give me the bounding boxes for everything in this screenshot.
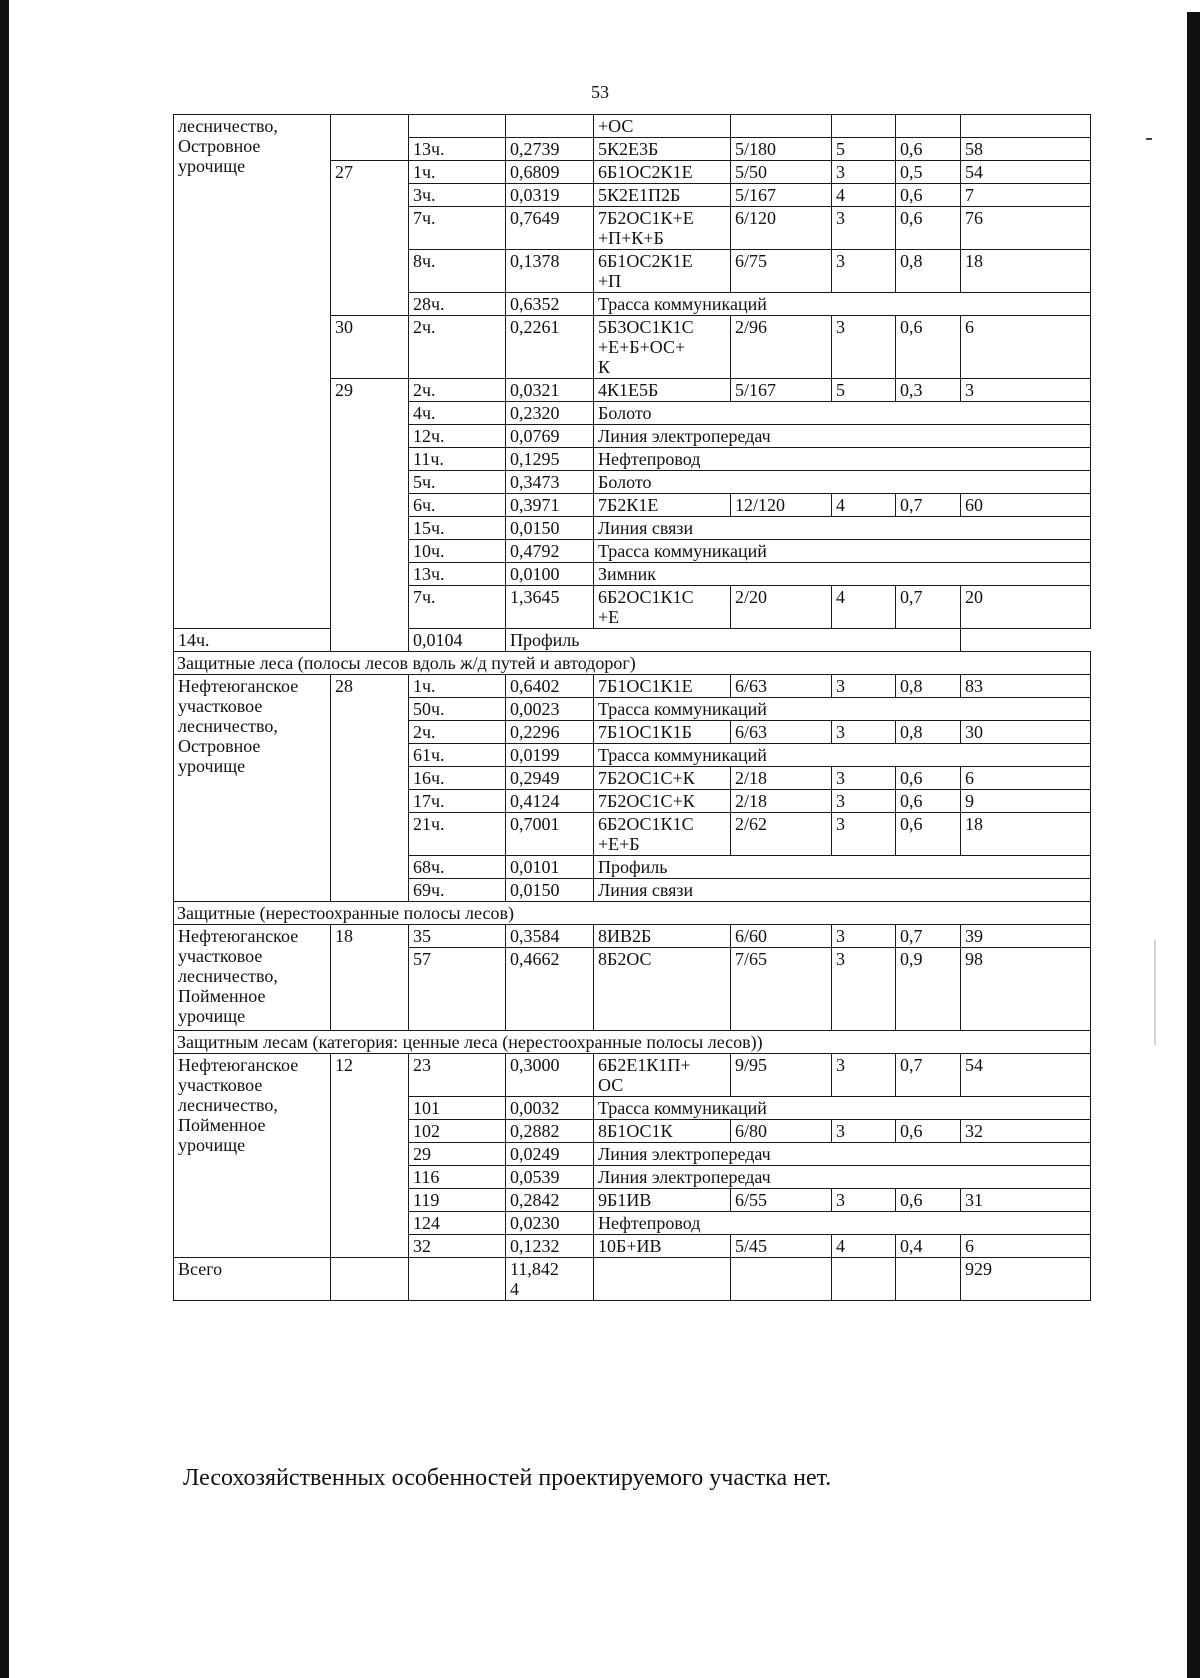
table-cell <box>896 1258 961 1301</box>
table-cell: 3 <box>832 1054 896 1097</box>
table-cell: 8Б2ОС <box>594 948 731 1031</box>
table-cell: 30 <box>961 721 1091 744</box>
table-cell: 2ч. <box>409 721 506 744</box>
table-cell: 4 <box>832 494 896 517</box>
table-cell: 7ч. <box>409 586 506 629</box>
table-cell: 18 <box>961 813 1091 856</box>
table-cell: 0,0199 <box>506 744 594 767</box>
table-cell: 5Б3ОС1К1С +Е+Б+ОС+ К <box>594 316 731 379</box>
table-cell: Нефтеюганское участковое лесничество, Пойменное урочище <box>174 925 331 1031</box>
table-cell: Линия электропередач <box>594 1166 1091 1189</box>
table-cell: Трасса коммуникаций <box>594 540 1091 563</box>
page-number: 53 <box>591 82 609 102</box>
table-cell: 11ч. <box>409 448 506 471</box>
table-cell: 6Б1ОС2К1Е <box>594 161 731 184</box>
table-cell: Зимник <box>594 563 1091 586</box>
scan-left-edge <box>0 0 9 1678</box>
table-row <box>174 629 1091 652</box>
table-cell: 0,7 <box>896 925 961 948</box>
table-cell: 30 <box>331 316 409 379</box>
table-cell: 4 <box>832 184 896 207</box>
table-cell: 7Б2ОС1С+К <box>594 790 731 813</box>
table-cell: 3 <box>832 675 896 698</box>
table-cell: 61ч. <box>409 744 506 767</box>
table-row <box>174 925 1091 948</box>
table-cell: 6/63 <box>731 721 832 744</box>
table-cell: 3 <box>832 207 896 250</box>
table-cell: Болото <box>594 471 1091 494</box>
table-cell <box>409 1258 506 1301</box>
scan-speck <box>1146 138 1152 140</box>
table-cell: 15ч. <box>409 517 506 540</box>
table-cell: 0,7001 <box>506 813 594 856</box>
table-cell: 2/18 <box>731 767 832 790</box>
table-cell: 5 <box>832 138 896 161</box>
table-cell: 0,8 <box>896 675 961 698</box>
table-cell: 14ч. <box>174 629 331 652</box>
table-cell: 31 <box>961 1189 1091 1212</box>
table-cell: 7/65 <box>731 948 832 1031</box>
table-cell: 54 <box>961 1054 1091 1097</box>
table-cell: 0,0769 <box>506 425 594 448</box>
table-cell: 0,6402 <box>506 675 594 698</box>
table-cell: 7Б2ОС1С+К <box>594 767 731 790</box>
table-cell: 0,3000 <box>506 1054 594 1097</box>
scan-artifact-line <box>1154 940 1156 1045</box>
table-cell: 0,0100 <box>506 563 594 586</box>
table-cell: 11,842 4 <box>506 1258 594 1301</box>
table-cell: 5К2Е1П2Б <box>594 184 731 207</box>
table-cell: 1,3645 <box>506 586 594 629</box>
table-cell: 6/63 <box>731 675 832 698</box>
table-cell: 6Б2Е1К1П+ ОС <box>594 1054 731 1097</box>
table-cell <box>896 115 961 138</box>
table-cell: 3 <box>832 813 896 856</box>
table-cell: 17ч. <box>409 790 506 813</box>
table-cell: 0,9 <box>896 948 961 1031</box>
table-cell: 0,6 <box>896 813 961 856</box>
table-cell: 0,3584 <box>506 925 594 948</box>
table-cell: 12 <box>331 1054 409 1258</box>
table-cell: 124 <box>409 1212 506 1235</box>
table-cell: 0,3 <box>896 379 961 402</box>
table-cell: 102 <box>409 1120 506 1143</box>
table-cell: 3 <box>832 316 896 379</box>
table-cell: 0,5 <box>896 161 961 184</box>
table-cell: 50ч. <box>409 698 506 721</box>
table-cell <box>331 1258 409 1301</box>
table-cell: 9Б1ИВ <box>594 1189 731 1212</box>
table-cell: 0,6 <box>896 316 961 379</box>
table-cell: 4К1Е5Б <box>594 379 731 402</box>
table-cell: 18 <box>961 250 1091 293</box>
table-cell: 83 <box>961 675 1091 698</box>
section-header-row <box>174 652 1091 675</box>
table-cell: 0,2739 <box>506 138 594 161</box>
table-cell: 2/62 <box>731 813 832 856</box>
table-cell: 6Б1ОС2К1Е +П <box>594 250 731 293</box>
table-cell: 5/45 <box>731 1235 832 1258</box>
table-cell: 0,4 <box>896 1235 961 1258</box>
table-cell: 6/120 <box>731 207 832 250</box>
table-cell: Профиль <box>594 856 1091 879</box>
table-cell: 23 <box>409 1054 506 1097</box>
table-cell: 54 <box>961 161 1091 184</box>
table-cell: 0,0539 <box>506 1166 594 1189</box>
table-cell: 0,7 <box>896 586 961 629</box>
table-cell <box>331 115 409 161</box>
table-cell <box>409 115 506 138</box>
table-cell: 5 <box>832 379 896 402</box>
table-cell: 6ч. <box>409 494 506 517</box>
table-cell: 18 <box>331 925 409 1031</box>
table-cell: 5/180 <box>731 138 832 161</box>
table-cell: 5/167 <box>731 379 832 402</box>
table-cell: 6Б2ОС1К1С +Е <box>594 586 731 629</box>
table-cell: 4ч. <box>409 402 506 425</box>
footer-note: Лесохозяйственных особенностей проектируемого участка нет. <box>183 1465 832 1491</box>
table-cell: 3 <box>832 790 896 813</box>
table-cell: 7ч. <box>409 207 506 250</box>
scan-right-edge <box>1187 12 1200 1678</box>
table-cell: 0,6 <box>896 767 961 790</box>
table-cell: 2ч. <box>409 316 506 379</box>
table-cell: 8Б1ОС1К <box>594 1120 731 1143</box>
table-cell: 10ч. <box>409 540 506 563</box>
table-cell: 20 <box>961 586 1091 629</box>
table-cell <box>832 115 896 138</box>
table-cell: 58 <box>961 138 1091 161</box>
table-cell: 8ИВ2Б <box>594 925 731 948</box>
table-cell: 0,0032 <box>506 1097 594 1120</box>
table-cell: Нефтепровод <box>594 448 1091 471</box>
table-cell: 5/50 <box>731 161 832 184</box>
table-cell: 3 <box>832 925 896 948</box>
table-cell: 0,0321 <box>506 379 594 402</box>
table-cell: 0,0230 <box>506 1212 594 1235</box>
table-cell: 0,2842 <box>506 1189 594 1212</box>
table-cell: 12ч. <box>409 425 506 448</box>
table-cell: 4 <box>832 586 896 629</box>
table-cell: Трасса коммуникаций <box>594 293 1091 316</box>
table-cell: 0,2261 <box>506 316 594 379</box>
table-cell: 60 <box>961 494 1091 517</box>
section-header: Защитные леса (полосы лесов вдоль ж/д путей и автодорог) <box>174 652 1091 675</box>
table-cell: 9/95 <box>731 1054 832 1097</box>
table-cell: 0,6 <box>896 138 961 161</box>
table-row <box>174 115 1091 138</box>
table-cell: Болото <box>594 402 1091 425</box>
table-cell: 6/60 <box>731 925 832 948</box>
table-cell: 0,4792 <box>506 540 594 563</box>
table-cell: 32 <box>961 1120 1091 1143</box>
table-cell: 0,2320 <box>506 402 594 425</box>
table-cell: 5/167 <box>731 184 832 207</box>
table-cell: 6 <box>961 316 1091 379</box>
table-cell: 3 <box>832 767 896 790</box>
table-cell: 0,0249 <box>506 1143 594 1166</box>
table-cell: 0,6 <box>896 790 961 813</box>
table-cell: Трасса коммуникаций <box>594 1097 1091 1120</box>
table-cell: 9 <box>961 790 1091 813</box>
section-header: Защитные (нерестоохранные полосы лесов) <box>174 902 1091 925</box>
section-header-row <box>174 1031 1091 1054</box>
table-cell: 1ч. <box>409 675 506 698</box>
table-cell <box>731 1258 832 1301</box>
table-cell: 0,0150 <box>506 517 594 540</box>
table-cell: 2ч. <box>409 379 506 402</box>
table-cell: 0,7 <box>896 494 961 517</box>
table-cell: 6Б2ОС1К1С +Е+Б <box>594 813 731 856</box>
table-cell: 12/120 <box>731 494 832 517</box>
table-cell <box>594 1258 731 1301</box>
table-cell: 10Б+ИВ <box>594 1235 731 1258</box>
table-cell: 35 <box>409 925 506 948</box>
table-cell: Линия электропередач <box>594 1143 1091 1166</box>
table-row <box>174 1258 1091 1301</box>
table-cell: 3 <box>832 1120 896 1143</box>
table-cell: 69ч. <box>409 879 506 902</box>
table-cell: 28 <box>331 675 409 902</box>
forest-plots-table <box>173 114 1091 1301</box>
table-cell: 21ч. <box>409 813 506 856</box>
table-cell: 57 <box>409 948 506 1031</box>
table-cell: 3 <box>832 721 896 744</box>
table-cell: 0,3971 <box>506 494 594 517</box>
table-cell <box>731 115 832 138</box>
table-cell: 98 <box>961 948 1091 1031</box>
table-cell: 0,0104 <box>409 629 506 652</box>
table-cell: 0,0101 <box>506 856 594 879</box>
table-cell: Нефтепровод <box>594 1212 1091 1235</box>
table-cell: 6 <box>961 767 1091 790</box>
table-cell <box>832 1258 896 1301</box>
table-cell: 39 <box>961 925 1091 948</box>
table-cell: 8ч. <box>409 250 506 293</box>
table-cell: 7Б1ОС1К1Б <box>594 721 731 744</box>
table-cell: 0,8 <box>896 250 961 293</box>
table-cell: 29 <box>409 1143 506 1166</box>
table-cell: 3ч. <box>409 184 506 207</box>
table-cell: 116 <box>409 1166 506 1189</box>
table-cell: 76 <box>961 207 1091 250</box>
table-cell: 0,6809 <box>506 161 594 184</box>
table-cell: 5К2Е3Б <box>594 138 731 161</box>
table-cell: 0,3473 <box>506 471 594 494</box>
table-cell: 0,0319 <box>506 184 594 207</box>
table-cell: 32 <box>409 1235 506 1258</box>
table-cell: 929 <box>961 1258 1091 1301</box>
table-cell: лесничество, Островное урочище <box>174 115 331 629</box>
table-cell: 0,6 <box>896 184 961 207</box>
table-cell: 7Б2ОС1К+Е +П+К+Б <box>594 207 731 250</box>
table-cell: 0,1232 <box>506 1235 594 1258</box>
table-cell <box>961 115 1091 138</box>
table-cell: 0,6 <box>896 1120 961 1143</box>
table-cell: 101 <box>409 1097 506 1120</box>
table-cell: 3 <box>832 1189 896 1212</box>
table-cell: 0,2949 <box>506 767 594 790</box>
table-cell: 0,4662 <box>506 948 594 1031</box>
table-cell: 0,2882 <box>506 1120 594 1143</box>
table-cell: 0,2296 <box>506 721 594 744</box>
section-header-row <box>174 902 1091 925</box>
table-cell: 13ч. <box>409 138 506 161</box>
table-cell: +ОС <box>594 115 731 138</box>
table-cell: 2/96 <box>731 316 832 379</box>
section-header: Защитным лесам (категория: ценные леса (нерестоохранные полосы лесов)) <box>174 1031 1091 1054</box>
table-cell: 27 <box>331 161 409 316</box>
table-cell: 16ч. <box>409 767 506 790</box>
table-cell: 13ч. <box>409 563 506 586</box>
table-cell: 119 <box>409 1189 506 1212</box>
table-cell: Линия связи <box>594 879 1091 902</box>
table-cell: 6/55 <box>731 1189 832 1212</box>
table-cell: 29 <box>331 379 409 652</box>
table-cell: Профиль <box>506 629 961 652</box>
table-cell: 6/80 <box>731 1120 832 1143</box>
table-cell: 6 <box>961 1235 1091 1258</box>
table-cell: 1ч. <box>409 161 506 184</box>
table-cell: Трасса коммуникаций <box>594 698 1091 721</box>
table-cell: Нефтеюганское участковое лесничество, Пойменное урочище <box>174 1054 331 1258</box>
table-cell: 7Б1ОС1К1Е <box>594 675 731 698</box>
table-cell: 4 <box>832 1235 896 1258</box>
table-row <box>174 675 1091 698</box>
table-cell: 3 <box>832 250 896 293</box>
table-cell: 0,4124 <box>506 790 594 813</box>
table-cell: 0,1295 <box>506 448 594 471</box>
table-cell: 5ч. <box>409 471 506 494</box>
table-cell: 7 <box>961 184 1091 207</box>
table-cell: 0,8 <box>896 721 961 744</box>
table-cell: 3 <box>961 379 1091 402</box>
table-cell: 2/18 <box>731 790 832 813</box>
table-cell: Линия связи <box>594 517 1091 540</box>
table-cell: 68ч. <box>409 856 506 879</box>
table-cell: 0,0023 <box>506 698 594 721</box>
table-cell: 7Б2К1Е <box>594 494 731 517</box>
table-cell: 6/75 <box>731 250 832 293</box>
table-cell: 0,7 <box>896 1054 961 1097</box>
table-cell: Нефтеюганское участковое лесничество, Островное урочище <box>174 675 331 902</box>
table-cell <box>506 115 594 138</box>
table-cell: 28ч. <box>409 293 506 316</box>
table-cell: 2/20 <box>731 586 832 629</box>
table-cell: 0,7649 <box>506 207 594 250</box>
table-cell: 0,0150 <box>506 879 594 902</box>
table-cell: Линия электропередач <box>594 425 1091 448</box>
table-cell: 0,6 <box>896 207 961 250</box>
table-cell: 0,6 <box>896 1189 961 1212</box>
table-row <box>174 1054 1091 1097</box>
table-cell: Трасса коммуникаций <box>594 744 1091 767</box>
table-cell: Всего <box>174 1258 331 1301</box>
table-cell: 3 <box>832 161 896 184</box>
table-cell: 0,6352 <box>506 293 594 316</box>
table-cell: 0,1378 <box>506 250 594 293</box>
table-cell: 3 <box>832 948 896 1031</box>
